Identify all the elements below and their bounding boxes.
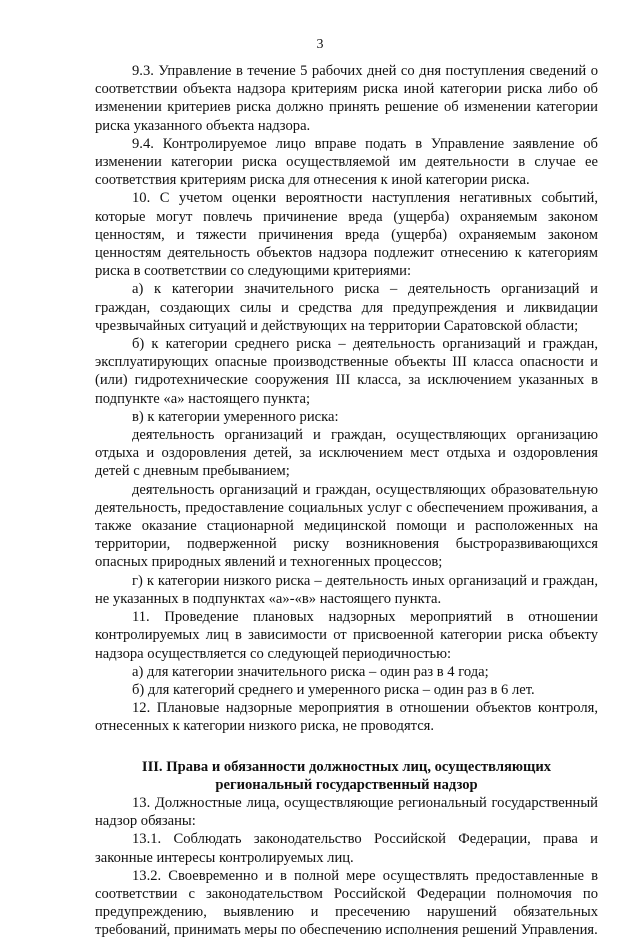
paragraph-13-1: 13.1. Соблюдать законодательство Российской Федерации, права и законные интересы контролируемых лиц. [95,831,598,866]
document-body [95,62,598,940]
paragraph-13-2: 13.2. Своевременно и в полной мере осуществлять предоставленные в соответствии с законодательством Российской Федерации полномочия по предупреждению, выявлению и пресечению нарушений обязательных требований, принимать меры по обеспечению исполнения решений Управления. [95,867,598,939]
page-number: 3 [316,37,324,52]
paragraph-9-4: 9.4. Контролируемое лицо вправе подать в Управление заявление об изменении категории риска осуществляемой им деятельности в случае ее соответствия критериям риска для отнесения к иной категории риска. [95,135,598,189]
paragraph-10: 10. С учетом оценки вероятности наступления негативных событий, которые могут повлечь причинение вреда (ущерба) охраняемым законом ценностям, и тяжести причинения вреда (ущерба) охраняемым законом ценностям деятельность объектов надзора подлежит отнесению к категориям риска в соответствии со следующими критериями: [95,190,598,280]
paragraph-10-g: г) к категории низкого риска – деятельность иных организаций и граждан, не указанных в подпунктах «а»-«в» настоящего пункта. [95,572,598,607]
paragraph-12: 12. Плановые надзорные мероприятия в отношении объектов контроля, отнесенных к категории низкого риска, не проводятся. [95,700,598,735]
paragraph-9-3: 9.3. Управление в течение 5 рабочих дней со дня поступления сведений о соответствии объекта надзора критериям риска иной категории риска либо об изменении критериев риска должно принять решение об изменении категории риска указанного объекта надзора. [95,63,598,134]
section-heading-line-1: III. Права и обязанности должностных лиц, осуществляющих [141,758,552,775]
paragraph-10-v: в) к категории умеренного риска: [132,408,339,425]
paragraph-10-a: а) к категории значительного риска – деятельность организаций и граждан, создающих силы и средства для предупреждения и ликвидации чрезвычайных ситуаций и действующих на территории Саратовской области; [95,281,598,334]
paragraph-11: 11. Проведение плановых надзорных мероприятий в отношении контролируемых лиц в зависимости от присвоенной категории риска объекту надзора осуществляется со следующей периодичностью: [95,609,598,662]
paragraph-13: 13. Должностные лица, осуществляющие региональный государственный надзор обязаны: [95,794,598,830]
paragraph-10-v-2: деятельность организаций и граждан, осуществляющих образовательную деятельность, предоставление социальных услуг с обеспечением проживания, а также оказание стационарной медицинской помощи и расположенных на территории, подверженной риску возникновения быстроразвивающихся опасных природных явлений и техногенных процессов; [95,481,598,571]
paragraph-10-v-1: деятельность организаций и граждан, осуществляющих организацию отдыха и оздоровления детей, за исключением мест отдыха и оздоровления детей с дневным пребыванием; [95,427,598,480]
section-heading-line-2: региональный государственный надзор [215,776,478,793]
paragraph-10-b: б) к категории среднего риска – деятельность организаций и граждан, эксплуатирующих опасные производственные объекты III класса опасности и (или) гидротехнические сооружения III класса, за исключением указанных в подпункте «а» настоящего пункта; [95,336,598,407]
paragraph-11-a: а) для категории значительного риска – один раз в 4 года; [132,663,489,680]
section-heading [95,758,598,794]
paragraph-11-b: б) для категорий среднего и умеренного риска – один раз в 6 лет. [132,681,535,698]
